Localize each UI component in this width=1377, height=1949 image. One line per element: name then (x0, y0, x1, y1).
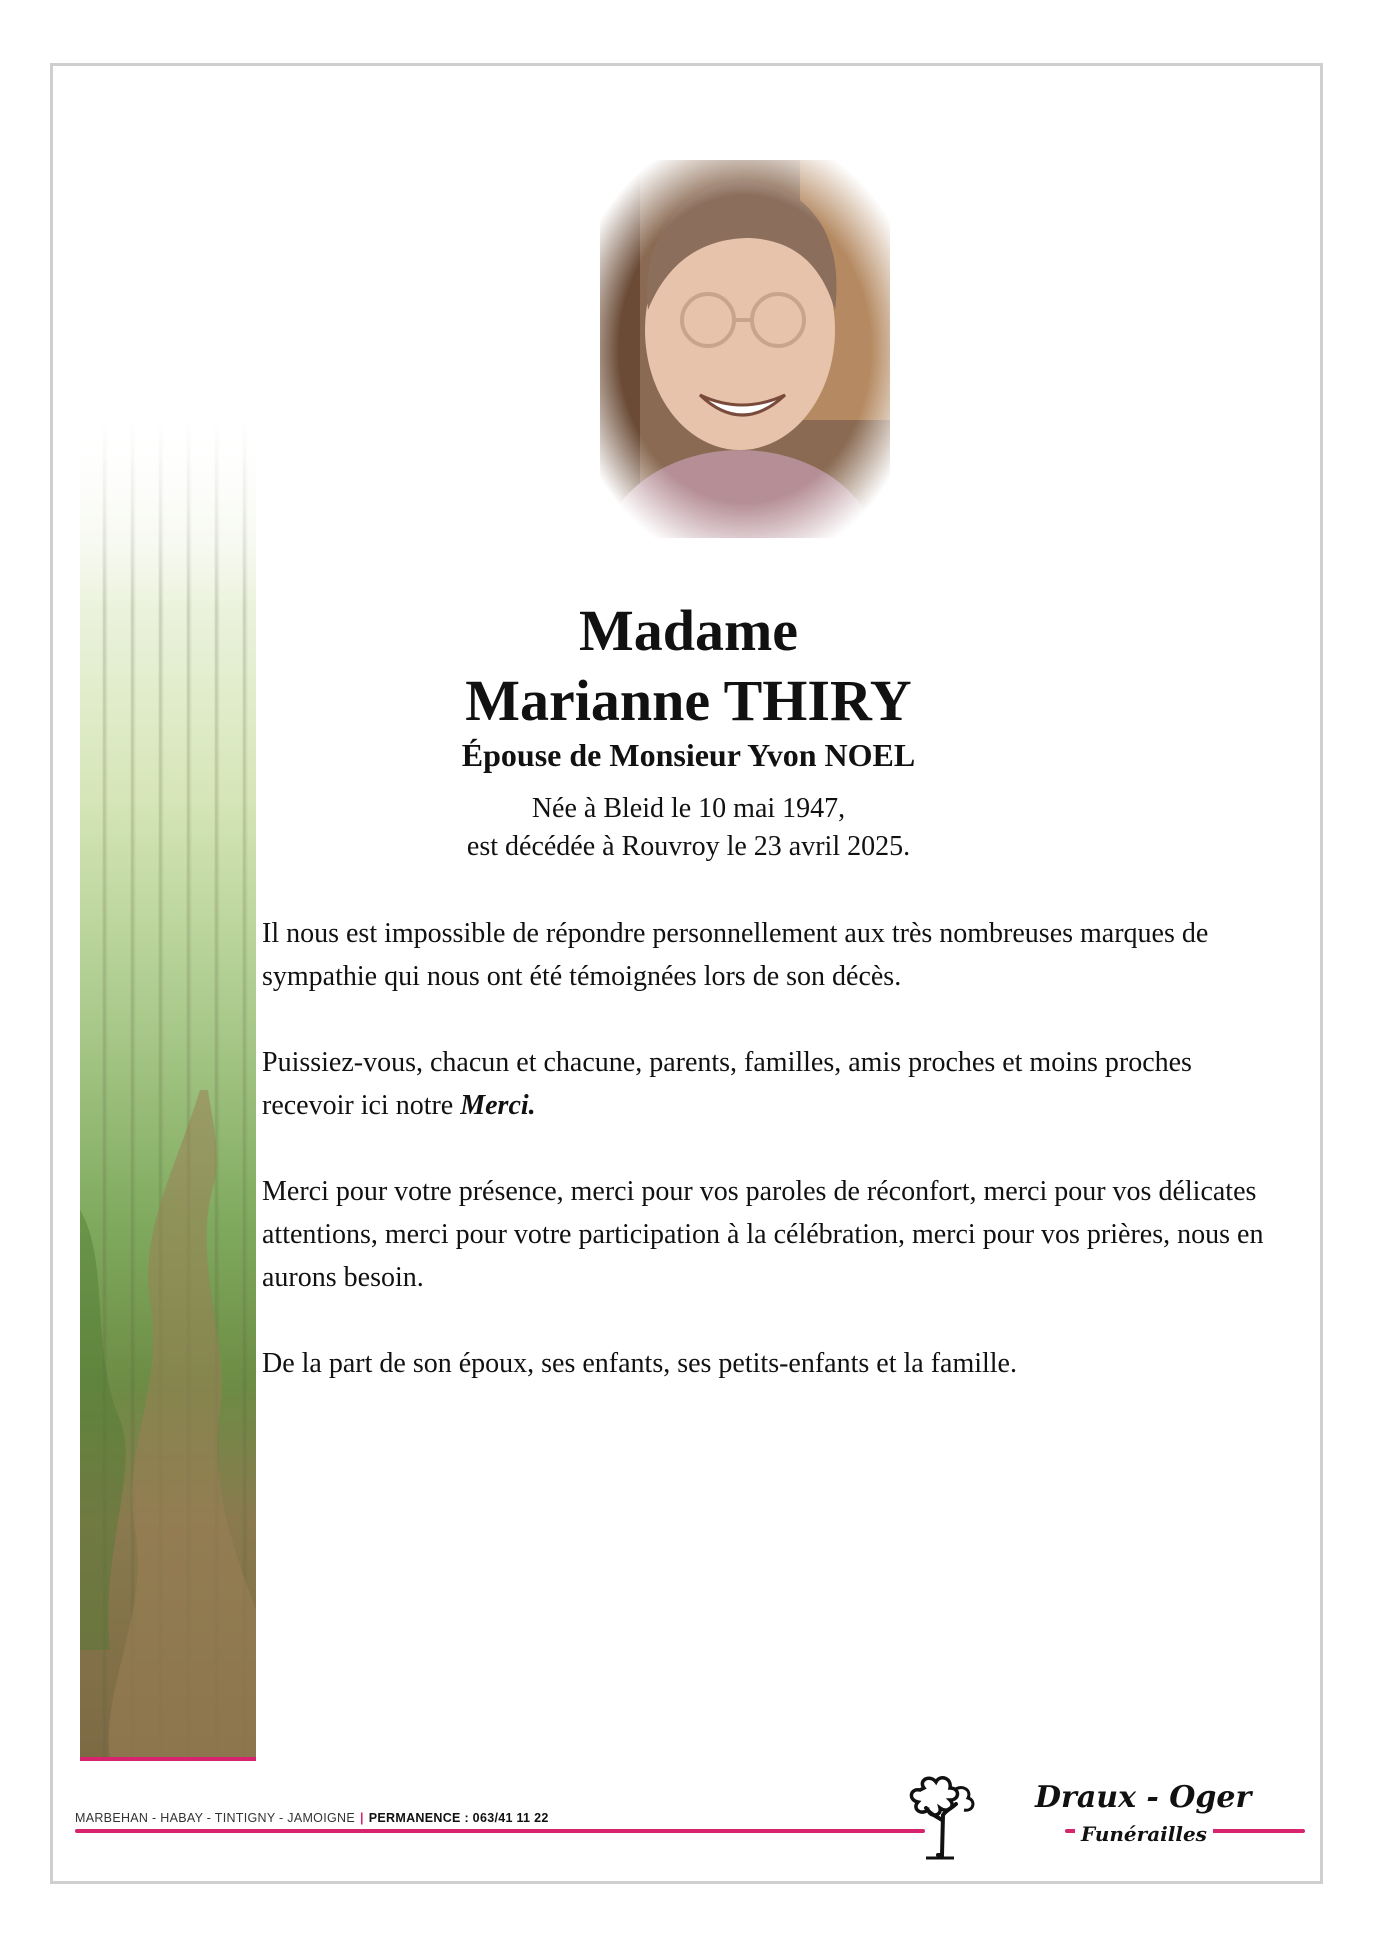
footer-permanence: PERMANENCE : 063/41 11 22 (368, 1811, 549, 1825)
death-line: est décédée à Rouvroy le 23 avril 2025. (466, 831, 911, 862)
paragraph-signature: De la part de son époux, ses enfants, ses petits-enfants et la famille. (262, 1348, 1017, 1379)
paragraph-merci-text: Puissiez-vous, chacun et chacune, parents, familles, amis proches et moins proches recevoir ici notre (262, 1047, 1192, 1121)
footer-locations: MARBEHAN - HABAY - TINTIGNY - JAMOIGNE (75, 1811, 355, 1825)
deceased-name: Marianne THIRY (465, 668, 912, 733)
paragraph-gratitude: Merci pour votre présence, merci pour vos paroles de réconfort, merci pour vos délicates attentions, merci pour votre participation à la célébration, merci pour vos prières, nous en aurons besoin. (262, 1176, 1264, 1293)
footer-contact (75, 1811, 549, 1825)
forest-path-trail (80, 1090, 256, 1760)
forest-accent-bar (80, 1757, 256, 1761)
tree-icon (890, 1760, 990, 1860)
brand-subtitle: Funérailles (1075, 1822, 1213, 1846)
spouse-line: Épouse de Monsieur Yvon NOEL (461, 737, 916, 773)
portrait-photo (600, 160, 890, 538)
brand-name: Draux - Oger (1035, 1780, 1252, 1815)
paragraph-thanks-intro: Il nous est impossible de répondre personnellement aux très nombreuses marques de sympathie qui nous ont été témoignées lors de son décès. (262, 918, 1209, 992)
birth-line: Née à Bleid le 10 mai 1947, (531, 793, 846, 824)
message-body (262, 912, 1272, 1428)
honorific-title: Madame (578, 598, 799, 663)
paragraph-merci (262, 1041, 1272, 1127)
merci-emphasis: Merci. (460, 1090, 536, 1121)
footer-separator: | (359, 1811, 364, 1825)
footer-line-left (75, 1829, 925, 1833)
